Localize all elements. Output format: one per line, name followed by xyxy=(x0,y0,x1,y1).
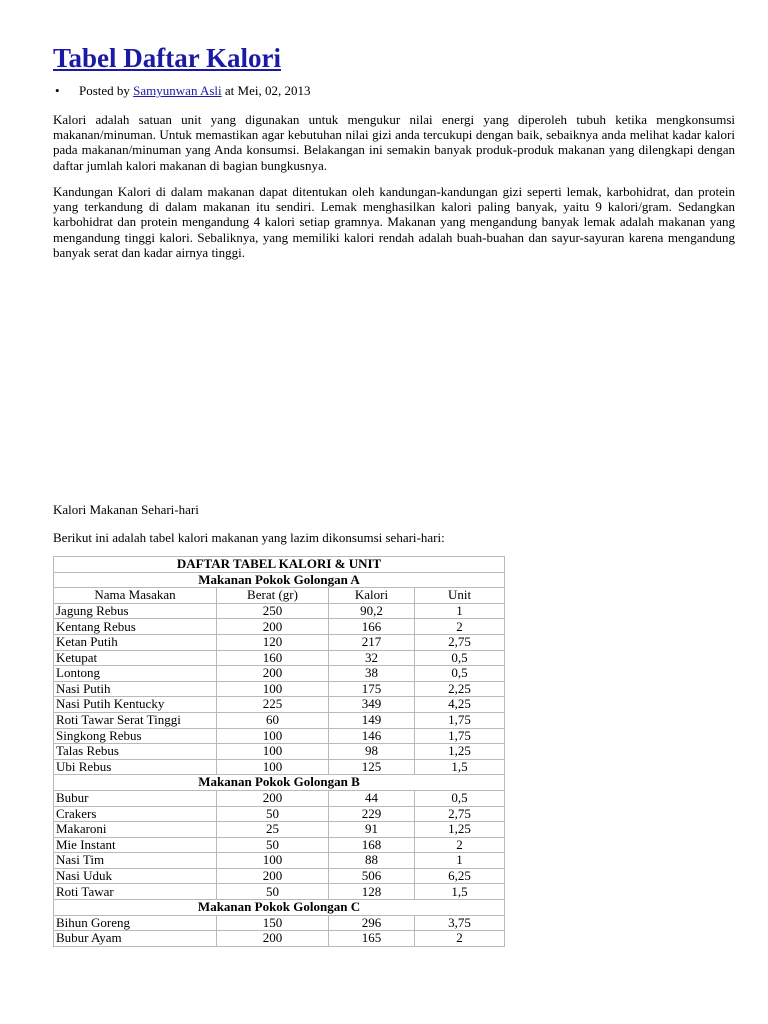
calorie-cell: 217 xyxy=(329,634,415,650)
section-subheading: Kalori Makanan Sehari-hari xyxy=(53,502,199,517)
unit-cell: 1,75 xyxy=(415,712,505,728)
weight-cell: 100 xyxy=(217,728,329,744)
post-meta xyxy=(53,83,310,99)
weight-cell: 25 xyxy=(217,822,329,838)
food-name-cell: Bubur xyxy=(54,790,217,806)
unit-cell: 0,5 xyxy=(415,650,505,666)
calorie-cell: 349 xyxy=(329,697,415,713)
unit-cell: 1,25 xyxy=(415,744,505,760)
unit-cell: 2 xyxy=(415,619,505,635)
food-name-cell: Kentang Rebus xyxy=(54,619,217,635)
unit-cell: 2 xyxy=(415,931,505,947)
calorie-cell: 146 xyxy=(329,728,415,744)
table-row xyxy=(54,822,505,838)
calorie-cell: 506 xyxy=(329,868,415,884)
weight-cell: 100 xyxy=(217,853,329,869)
food-name-cell: Crakers xyxy=(54,806,217,822)
unit-cell: 6,25 xyxy=(415,868,505,884)
table-row xyxy=(54,728,505,744)
post-date: at Mei, 02, 2013 xyxy=(224,83,311,98)
weight-cell: 160 xyxy=(217,650,329,666)
group-header: Makanan Pokok Golongan B xyxy=(54,775,505,791)
calorie-cell: 88 xyxy=(329,853,415,869)
weight-cell: 50 xyxy=(217,806,329,822)
food-name-cell: Nasi Tim xyxy=(54,853,217,869)
calorie-cell: 90,2 xyxy=(329,603,415,619)
table-title-row xyxy=(54,557,505,573)
unit-cell: 2,75 xyxy=(415,806,505,822)
weight-cell: 200 xyxy=(217,931,329,947)
food-name-cell: Talas Rebus xyxy=(54,744,217,760)
calorie-cell: 98 xyxy=(329,744,415,760)
calorie-cell: 168 xyxy=(329,837,415,853)
column-header-kalori: Kalori xyxy=(329,588,415,604)
group-header-row xyxy=(54,900,505,916)
weight-cell: 200 xyxy=(217,790,329,806)
column-header-unit: Unit xyxy=(415,588,505,604)
column-header-nama: Nama Masakan xyxy=(54,588,217,604)
calorie-cell: 296 xyxy=(329,915,415,931)
weight-cell: 200 xyxy=(217,619,329,635)
food-name-cell: Mie Instant xyxy=(54,837,217,853)
table-row xyxy=(54,603,505,619)
table-row xyxy=(54,884,505,900)
author-link[interactable]: Samyunwan Asli xyxy=(133,83,222,98)
food-name-cell: Bubur Ayam xyxy=(54,931,217,947)
table-row xyxy=(54,619,505,635)
calorie-cell: 91 xyxy=(329,822,415,838)
unit-cell: 3,75 xyxy=(415,915,505,931)
group-header: Makanan Pokok Golongan C xyxy=(54,900,505,916)
unit-cell: 0,5 xyxy=(415,666,505,682)
bullet-icon: • xyxy=(55,83,60,98)
weight-cell: 200 xyxy=(217,868,329,884)
unit-cell: 1,25 xyxy=(415,822,505,838)
table-row xyxy=(54,697,505,713)
calorie-cell: 165 xyxy=(329,931,415,947)
weight-cell: 50 xyxy=(217,837,329,853)
unit-cell: 4,25 xyxy=(415,697,505,713)
posted-by-label: Posted by xyxy=(79,83,130,98)
food-name-cell: Nasi Putih xyxy=(54,681,217,697)
unit-cell: 0,5 xyxy=(415,790,505,806)
food-name-cell: Bihun Goreng xyxy=(54,915,217,931)
table-title: DAFTAR TABEL KALORI & UNIT xyxy=(54,557,505,573)
weight-cell: 100 xyxy=(217,759,329,775)
column-header-berat: Berat (gr) xyxy=(217,588,329,604)
weight-cell: 100 xyxy=(217,744,329,760)
weight-cell: 120 xyxy=(217,634,329,650)
unit-cell: 2 xyxy=(415,837,505,853)
table-row xyxy=(54,931,505,947)
calorie-cell: 38 xyxy=(329,666,415,682)
food-name-cell: Nasi Putih Kentucky xyxy=(54,697,217,713)
food-name-cell: Nasi Uduk xyxy=(54,868,217,884)
food-name-cell: Jagung Rebus xyxy=(54,603,217,619)
paragraph-intro: Kalori adalah satuan unit yang digunakan untuk mengukur nilai energi yang diperoleh tubuh ketika mengkonsumsi makanan/minuman. Untuk memastikan agar kebutuhan nilai gizi anda tercukupi dengan baik, sebaiknya anda melihat kadar kalori pada makanan/minuman yang Anda konsumsi. Belakangan ini semakin banyak produk-produk makanan yang dilengkapi dengan daftar jumlah kalori makanan di bagian bungkusnya. xyxy=(53,112,735,173)
calorie-cell: 175 xyxy=(329,681,415,697)
unit-cell: 1 xyxy=(415,603,505,619)
table-row xyxy=(54,853,505,869)
unit-cell: 1,75 xyxy=(415,728,505,744)
food-name-cell: Lontong xyxy=(54,666,217,682)
weight-cell: 150 xyxy=(217,915,329,931)
weight-cell: 200 xyxy=(217,666,329,682)
calorie-cell: 166 xyxy=(329,619,415,635)
calorie-cell: 149 xyxy=(329,712,415,728)
food-name-cell: Roti Tawar xyxy=(54,884,217,900)
group-header-row xyxy=(54,775,505,791)
table-row xyxy=(54,650,505,666)
table-row xyxy=(54,712,505,728)
unit-cell: 1,5 xyxy=(415,759,505,775)
food-name-cell: Ketan Putih xyxy=(54,634,217,650)
calorie-cell: 229 xyxy=(329,806,415,822)
paragraph-kandungan: Kandungan Kalori di dalam makanan dapat ditentukan oleh kandungan-kandungan gizi seperti lemak, karbohidrat, dan protein yang terkandung di dalam makanan itu sendiri. Lemak menghasilkan kalori paling banyak, yaitu 9 kalori/gram. Sedangkan karbohidrat dan protein mengandung 4 kalori setiap gramnya. Makanan yang mengandung banyak lemak adalah makanan yang mengandung tinggi kalori. Sebaliknya, yang memiliki kalori rendah adalah buah-buahan dan sayur-sayuran karena mengandung banyak serat dan kadar airnya tinggi. xyxy=(53,184,735,260)
table-row xyxy=(54,915,505,931)
page-title[interactable]: Tabel Daftar Kalori xyxy=(53,43,281,73)
weight-cell: 250 xyxy=(217,603,329,619)
group-header: Makanan Pokok Golongan A xyxy=(54,572,505,588)
calorie-cell: 44 xyxy=(329,790,415,806)
weight-cell: 225 xyxy=(217,697,329,713)
table-intro: Berikut ini adalah tabel kalori makanan yang lazim dikonsumsi sehari-hari: xyxy=(53,530,445,545)
table-row xyxy=(54,744,505,760)
table-row xyxy=(54,634,505,650)
food-name-cell: Singkong Rebus xyxy=(54,728,217,744)
weight-cell: 60 xyxy=(217,712,329,728)
unit-cell: 1,5 xyxy=(415,884,505,900)
table-row xyxy=(54,666,505,682)
food-name-cell: Ubi Rebus xyxy=(54,759,217,775)
weight-cell: 100 xyxy=(217,681,329,697)
table-row xyxy=(54,759,505,775)
table-row xyxy=(54,868,505,884)
group-header-row xyxy=(54,572,505,588)
unit-cell: 1 xyxy=(415,853,505,869)
table-row xyxy=(54,837,505,853)
calorie-cell: 32 xyxy=(329,650,415,666)
column-header-row xyxy=(54,588,505,604)
food-name-cell: Ketupat xyxy=(54,650,217,666)
table-row xyxy=(54,681,505,697)
table-row xyxy=(54,806,505,822)
unit-cell: 2,75 xyxy=(415,634,505,650)
food-name-cell: Makaroni xyxy=(54,822,217,838)
calorie-table xyxy=(53,556,505,947)
calorie-cell: 125 xyxy=(329,759,415,775)
food-name-cell: Roti Tawar Serat Tinggi xyxy=(54,712,217,728)
weight-cell: 50 xyxy=(217,884,329,900)
calorie-cell: 128 xyxy=(329,884,415,900)
unit-cell: 2,25 xyxy=(415,681,505,697)
table-row xyxy=(54,790,505,806)
